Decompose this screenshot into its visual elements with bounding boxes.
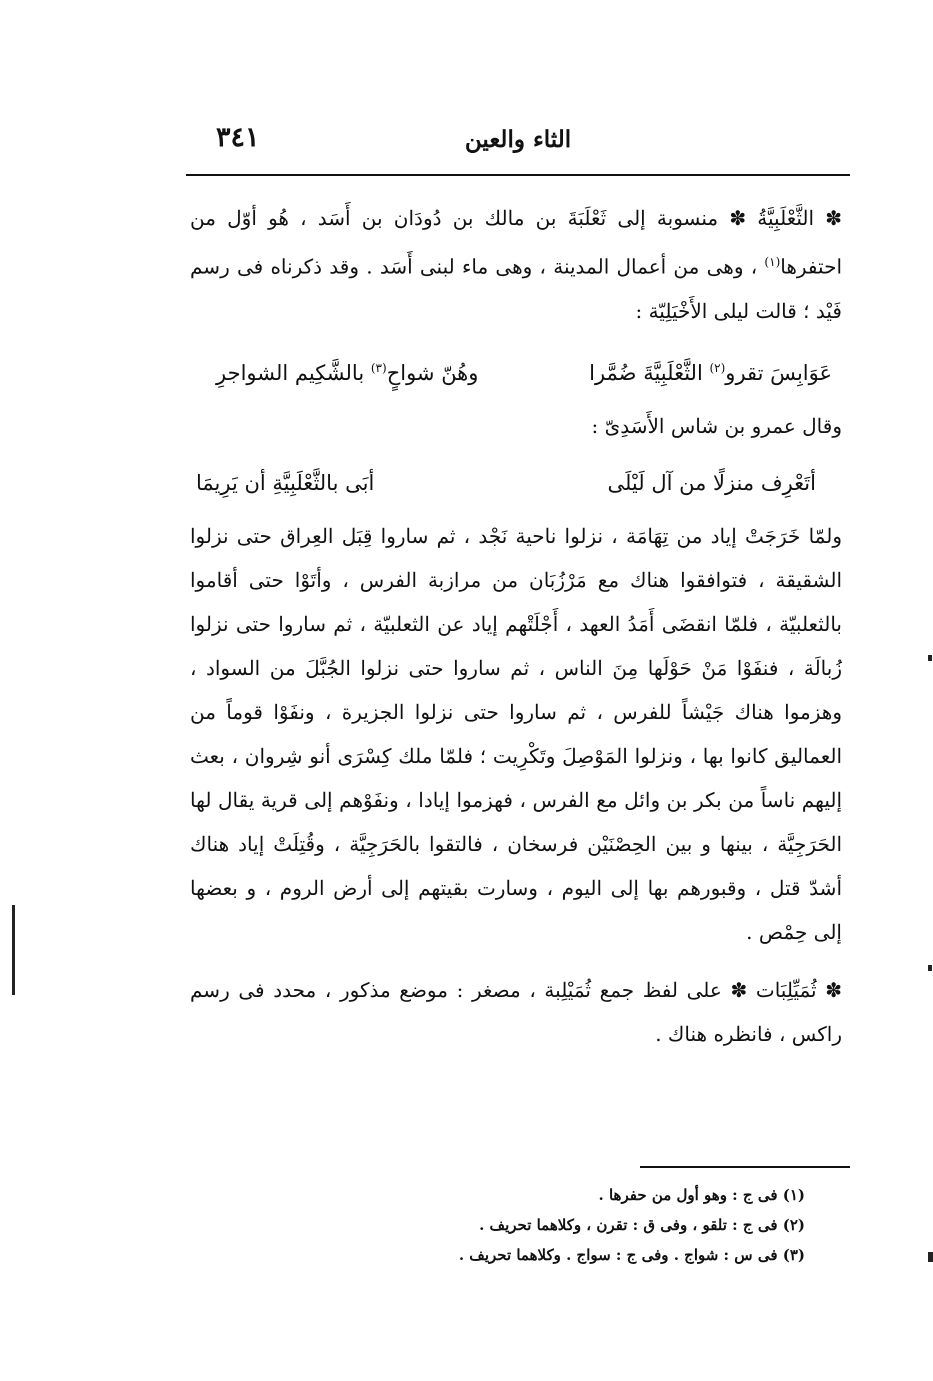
footnote-3: (٣) فى س : شواج . وفى ج : سواج . وكلاهما تحريف . <box>458 1246 805 1264</box>
hemistich-text: بالشَّكِيم الشواجرِ <box>216 360 371 385</box>
verse-laila <box>190 343 842 398</box>
header-rule <box>186 174 850 176</box>
scan-edge-mark <box>928 1252 933 1262</box>
entry-tha-labiyya-intro <box>190 196 842 333</box>
page-number: ٣٤١ <box>216 122 260 153</box>
running-title: الثاء والعين <box>464 126 572 153</box>
verse-hemistich-right: أتَعْرِف منزلًا من آل لَيْلَى <box>607 470 816 495</box>
footnote-ref-1: (١) <box>764 255 781 269</box>
main-text <box>190 196 842 1056</box>
hemistich-text: الثَّعْلَبِيَّةَ ضُمَّرا <box>589 360 710 385</box>
paragraph-gap <box>190 954 842 968</box>
scan-edge-mark <box>928 655 932 661</box>
footnote-2: (٢) فى ج : تلقو ، وفى ق : تقرن ، وكلاهما تحريف . <box>479 1216 805 1234</box>
footnote-ref-3: (٣) <box>370 360 387 375</box>
footnote-rule <box>640 1166 850 1168</box>
history-paragraph: ولمّا خَرَجَتْ إياد من تِهَامَة ، نزلوا ناحية نَجْد ، ثم ساروا قِبَل العِراق حتى نزلوا الشقيقة ، فتوافقوا هناك مع مَرْزُبَان من مرازبة الفرس ، وأتَوْا حتى أقاموا بالثعلبيّة ، فلمّا انقضَى أَمَدُ العهد ، أَجْلَتْهم إياد عن الثعلبيّة ، ثم ساروا حتى نزلوا زُبالَة ، فنفَوْا مَنْ حَوْلَها مِنَ الناس ، ثم ساروا حتى نزلوا الجُبَّلَ من السواد ، وهزموا هناك جَيْشاً للفرس ، ثم ساروا حتى نزلوا الجزيرة ، ونفَوْا قوماً من العماليق كانوا بها ، ونزلوا المَوْصِلَ وتَكْرِيت ؛ فلمّا ملك كِسْرَى أنو شِروان ، بعث إليهم ناساً من بكر بن وائل مع الفرس ، فهزموا إيادا ، ونفَوْهم إلى قرية يقال لها الحَرَجِيَّة ، بينها و بين الحِصْنَيْن فرسخان ، فالتقوا بالحَرَجِيَّة ، وقُتِلَتْ إياد هناك أشدّ قتل ، وقبورهم بها إلى اليوم ، وسارت بقيتهم إلى أرض الروم ، و بعضها إلى حِمْص . <box>190 523 843 944</box>
verse-amr <box>190 458 842 508</box>
page-header <box>186 118 850 172</box>
verse-hemistich-right <box>589 343 832 398</box>
verse-intro-amr: وقال عمرو بن شاس الأَسَدِىّ : <box>591 413 842 438</box>
hemistich-text: وهُنّ شواحٍ <box>386 360 479 385</box>
footnotes <box>300 1180 805 1270</box>
hemistich-text: عَوَابِسَ تقرو <box>725 360 832 385</box>
footnote-1: (١) فى ج : وهو أول من حفرها . <box>598 1186 805 1204</box>
footnote-ref-2: (٢) <box>709 360 726 375</box>
verse-hemistich-left: أبَى بالثَّعْلَبِيَّةِ أن يَرِيمَا <box>196 470 375 495</box>
entry-text-continued: ، وهى من أعمال المدينة ، وهى ماء لبنى أَسَد . وقد ذكرناه فى رسم فَيْد ؛ قالت ليلى الأَخْيَلِيّة : <box>190 254 842 323</box>
verse-hemistich-left <box>216 343 478 398</box>
entry-text: ✽ الثَّعْلَبِيَّةُ ✽ منسوبة إلى ثَعْلَبَةَ بن مالك بن دُودَان بن أَسَد ، هُو أوّل من احتفرها <box>190 206 842 279</box>
entry-thumayyilibat: ✽ ثُمَيِّلِبَات ✽ على لفظ جمع ثُمَيْلِبة ، مصغر : موضع مذكور ، محدد فى رسم راكس ، فانظره هناك . <box>190 977 842 1046</box>
scan-edge-mark <box>12 905 15 995</box>
scan-edge-mark <box>928 965 932 971</box>
